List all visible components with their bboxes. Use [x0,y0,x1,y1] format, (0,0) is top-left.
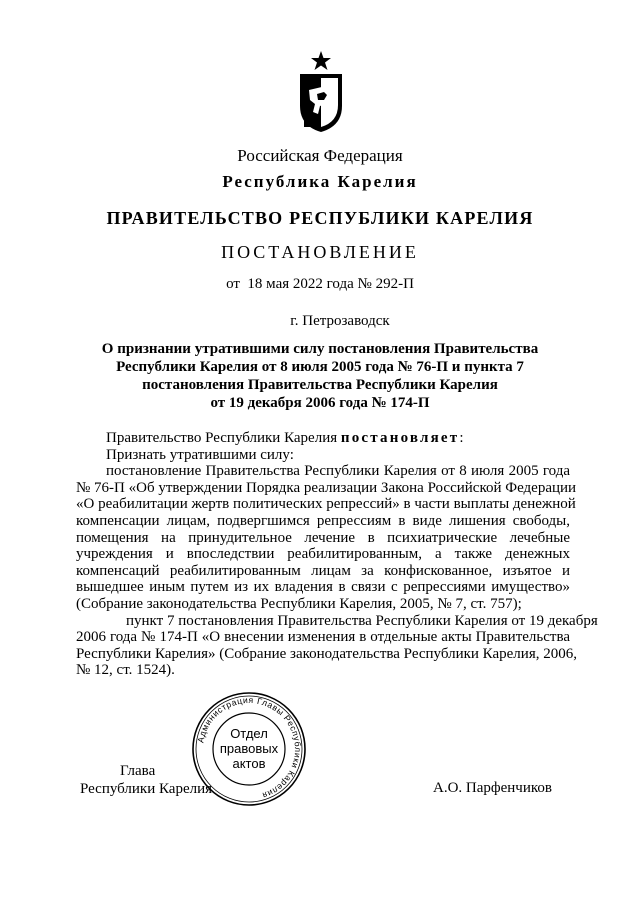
signatory-name: А.О. Парфенчиков [433,780,552,796]
body-line-recognize: Признать утратившими силу: [106,446,294,463]
country-name: Российская Федерация [237,146,403,165]
paragraph-2-line: 2006 года № 174-П «О внесении изменения в отдельные акты Правительства [76,629,570,646]
signatory-position-line: Республики Карелия [80,781,213,797]
intro-colon: : [459,430,464,446]
title-line: от 19 декабря 2006 года № 174-П [210,395,430,411]
document-title [0,340,640,412]
paragraph-2-line: № 12, ст. 1524). [76,662,175,679]
paragraph-1-line: № 76-П «Об утверждении Порядка реализации Закона Российской Федерации [76,479,577,496]
body-intro [76,430,570,447]
stamp-line: актов [232,756,266,771]
title-line: постановления Правительства Республики Карелия [142,377,498,393]
paragraph-2-line: пункт 7 постановления Правительства Республики Карелия от 19 декабря [126,612,598,629]
title-line: Республики Карелия от 8 июля 2005 года № 76-П и пункта 7 [116,359,524,375]
karelia-coat-of-arms-icon [296,50,346,134]
title-line: О признании утратившими силу постановления Правительства [101,341,539,357]
paragraph-1-line: (Собрание законодательства Республики Карелия, 2005, № 7, ст. 757); [76,595,522,612]
paragraph-1-line: компенсаций реабилитированным лицам за конфискованное, изъятое и [76,562,570,579]
stamp-line: Отдел [230,726,268,741]
paragraph-1-line: «О реабилитации жертв политических репрессий» в части выплаты денежной [76,496,576,513]
paragraph-1-line: помещения на принудительное лечение в психиатрические лечебные [76,529,570,546]
paragraph-1-line: вышедшее иным путем из их владения в связи с репрессиями имущество» [76,579,570,596]
paragraph-1-line: постановление Правительства Республики Карелия от 8 июля 2005 года [106,463,570,480]
intro-text: Правительство Республики Карелия [106,430,338,446]
intro-decree-word: постановляет [340,430,460,446]
document-city: г. Петрозаводск [290,313,390,329]
document-type: ПОСТАНОВЛЕНИЕ [221,242,419,262]
document-date-number: от 18 мая 2022 года № 292-П [226,276,414,292]
paragraph-2-line: Республики Карелия» (Собрание законодательства Республики Карелия, 2006, [76,645,577,662]
signatory-position-line: Глава [120,763,156,779]
document-body [76,430,598,679]
stamp-ring-text: Администрация Главы Республики Карелия [195,694,304,801]
paragraph-1-line: компенсации лицам, подвергшимся репрессиям в виде лишения свободы, [76,512,570,529]
stamp-line: правовых [219,741,279,756]
signatory-position [80,762,212,798]
government-name: ПРАВИТЕЛЬСТВО РЕСПУБЛИКИ КАРЕЛИЯ [106,208,534,228]
paragraph-1-line: учреждения и впоследствии реабилитированным, а также денежных [76,546,570,563]
republic-name: Республика Карелия [222,172,418,191]
